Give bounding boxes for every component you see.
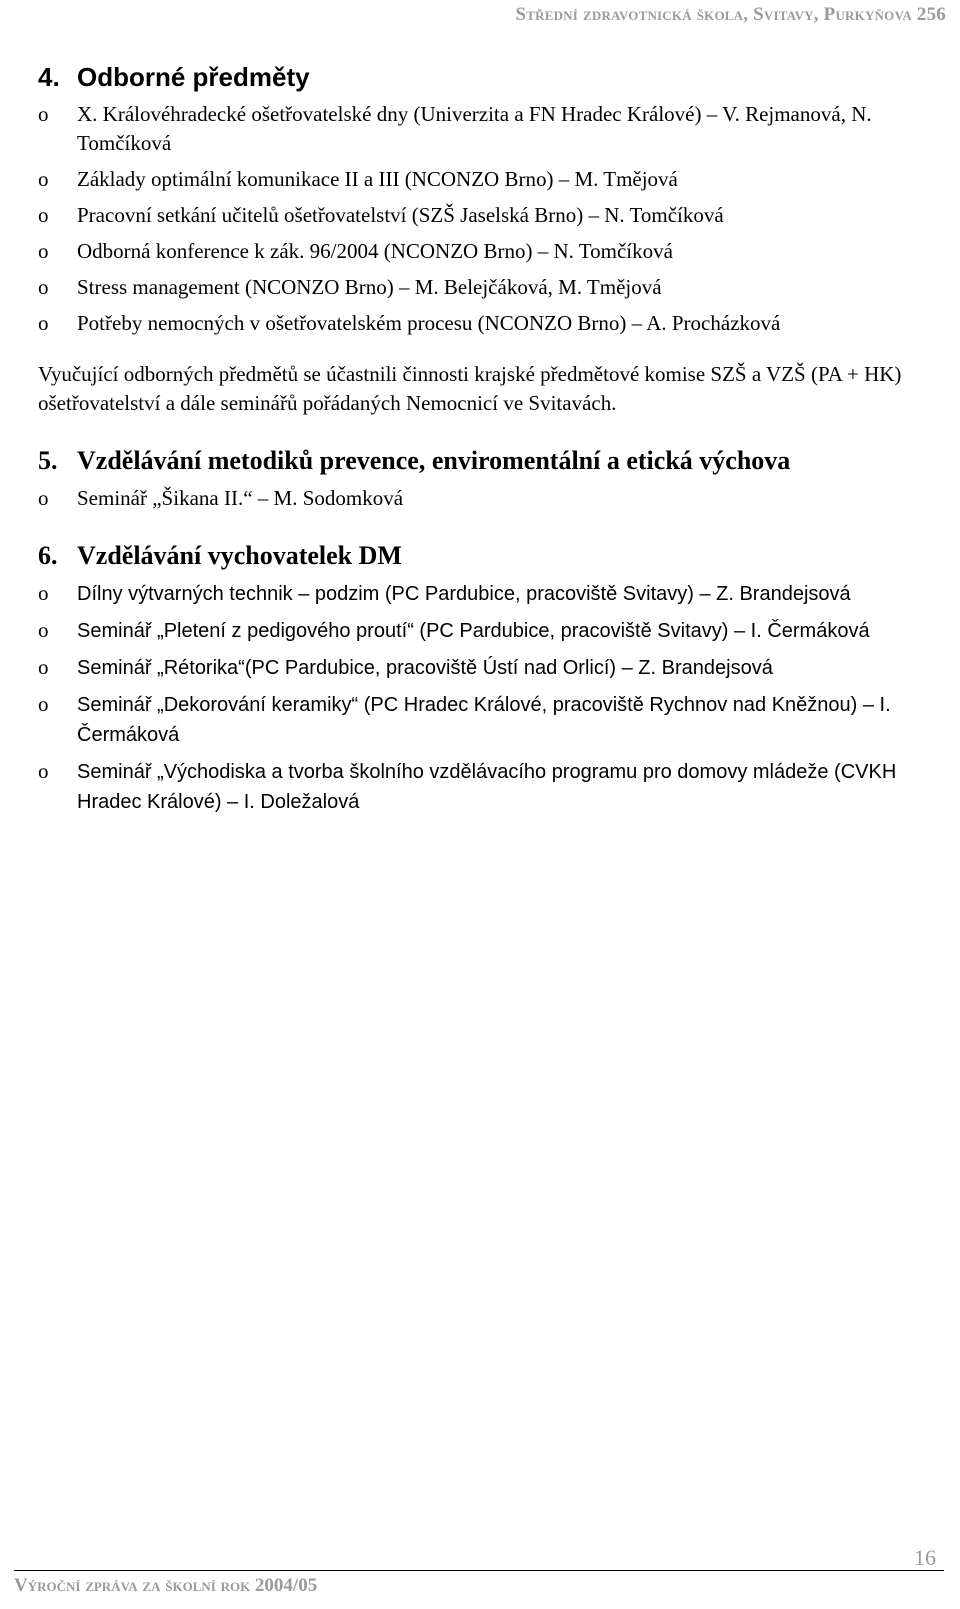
bullet: o <box>38 311 49 335</box>
list-item <box>38 579 938 609</box>
section-paragraph: Vyučující odborných předmětů se účastnili činnosti krajské předmětové komise SZŠ a VZŠ (PA + HK) ošetřovatelství a dále seminářů pořádaných Nemocnicí ve Svitavách. <box>38 362 902 415</box>
list-item <box>38 165 938 194</box>
section-number: 4. <box>38 62 60 92</box>
list-item-text: Odborná konference k zák. 96/2004 (NCONZO Brno) – N. Tomčíková <box>77 239 673 263</box>
list-item <box>38 757 938 817</box>
section-number: 5. <box>38 446 58 475</box>
list-item <box>38 616 938 646</box>
list-item-text: Seminář „Dekorování keramiky“ (PC Hradec Králové, pracoviště Rychnov nad Kněžnou) – I. Čermáková <box>77 694 891 746</box>
list-item <box>38 653 938 683</box>
section-title: Vzdělávání vychovatelek DM <box>77 541 402 570</box>
bullet: o <box>38 486 49 510</box>
bullet: o <box>38 275 49 299</box>
bullet: o <box>38 203 49 227</box>
course-list <box>38 100 938 338</box>
course-list <box>38 484 938 513</box>
list-item-text: X. Královéhradecké ošetřovatelské dny (Univerzita a FN Hradec Králové) – V. Rejmanová, N. Tomčíková <box>77 102 872 155</box>
bullet: o <box>38 239 49 263</box>
bullet: o <box>38 618 49 642</box>
list-item-text: Dílny výtvarných technik – podzim (PC Pardubice, pracoviště Svitavy) – Z. Brandejsová <box>77 583 851 605</box>
list-item-text: Stress management (NCONZO Brno) – M. Belejčáková, M. Tmějová <box>77 275 662 299</box>
footer-divider <box>14 1570 944 1571</box>
list-item <box>38 309 938 338</box>
section-title: Odborné předměty <box>77 62 310 92</box>
list-item-text: Seminář „Rétorika“(PC Pardubice, pracoviště Ústí nad Orlicí) – Z. Brandejsová <box>77 657 773 679</box>
section-heading <box>38 60 938 94</box>
bullet: o <box>38 102 49 126</box>
course-list <box>38 579 938 817</box>
section-odborne-predmety <box>38 60 938 418</box>
list-item-text: Seminář „Šikana II.“ – M. Sodomková <box>77 486 404 510</box>
list-item-text: Pracovní setkání učitelů ošetřovatelství (SZŠ Jaselská Brno) – N. Tomčíková <box>77 203 724 227</box>
bullet: o <box>38 692 49 716</box>
list-item <box>38 273 938 302</box>
section-number: 6. <box>38 541 58 570</box>
list-item <box>38 201 938 230</box>
document-body <box>38 60 938 824</box>
bullet: o <box>38 581 49 605</box>
list-item <box>38 484 938 513</box>
section-metodici-prevence <box>38 444 938 513</box>
list-item <box>38 237 938 266</box>
list-item <box>38 100 938 158</box>
bullet: o <box>38 759 49 783</box>
list-item-text: Základy optimální komunikace II a III (NCONZO Brno) – M. Tmějová <box>77 167 678 191</box>
bullet: o <box>38 167 49 191</box>
list-item <box>38 690 938 750</box>
bullet: o <box>38 655 49 679</box>
footer-title: Výroční zpráva za školní rok 2004/05 <box>14 1575 318 1596</box>
page-number: 16 <box>914 1545 936 1570</box>
section-vychovatelky-dm <box>38 539 938 817</box>
list-item-text: Seminář „Pletení z pedigového proutí“ (PC Pardubice, pracoviště Svitavy) – I. Čermáková <box>77 620 870 642</box>
section-heading <box>38 539 938 573</box>
section-heading <box>38 444 938 478</box>
list-item-text: Potřeby nemocných v ošetřovatelském procesu (NCONZO Brno) – A. Procházková <box>77 311 781 335</box>
section-title: Vzdělávání metodiků prevence, enviromentální a etická výchova <box>77 446 791 475</box>
list-item-text: Seminář „Východiska a tvorba školního vzdělávacího programu pro domovy mládeže (CVKH Hradec Králové) – I. Doležalová <box>77 761 897 813</box>
page-header: Střední zdravotnická škola, Svitavy, Purkyňova 256 <box>515 4 946 25</box>
